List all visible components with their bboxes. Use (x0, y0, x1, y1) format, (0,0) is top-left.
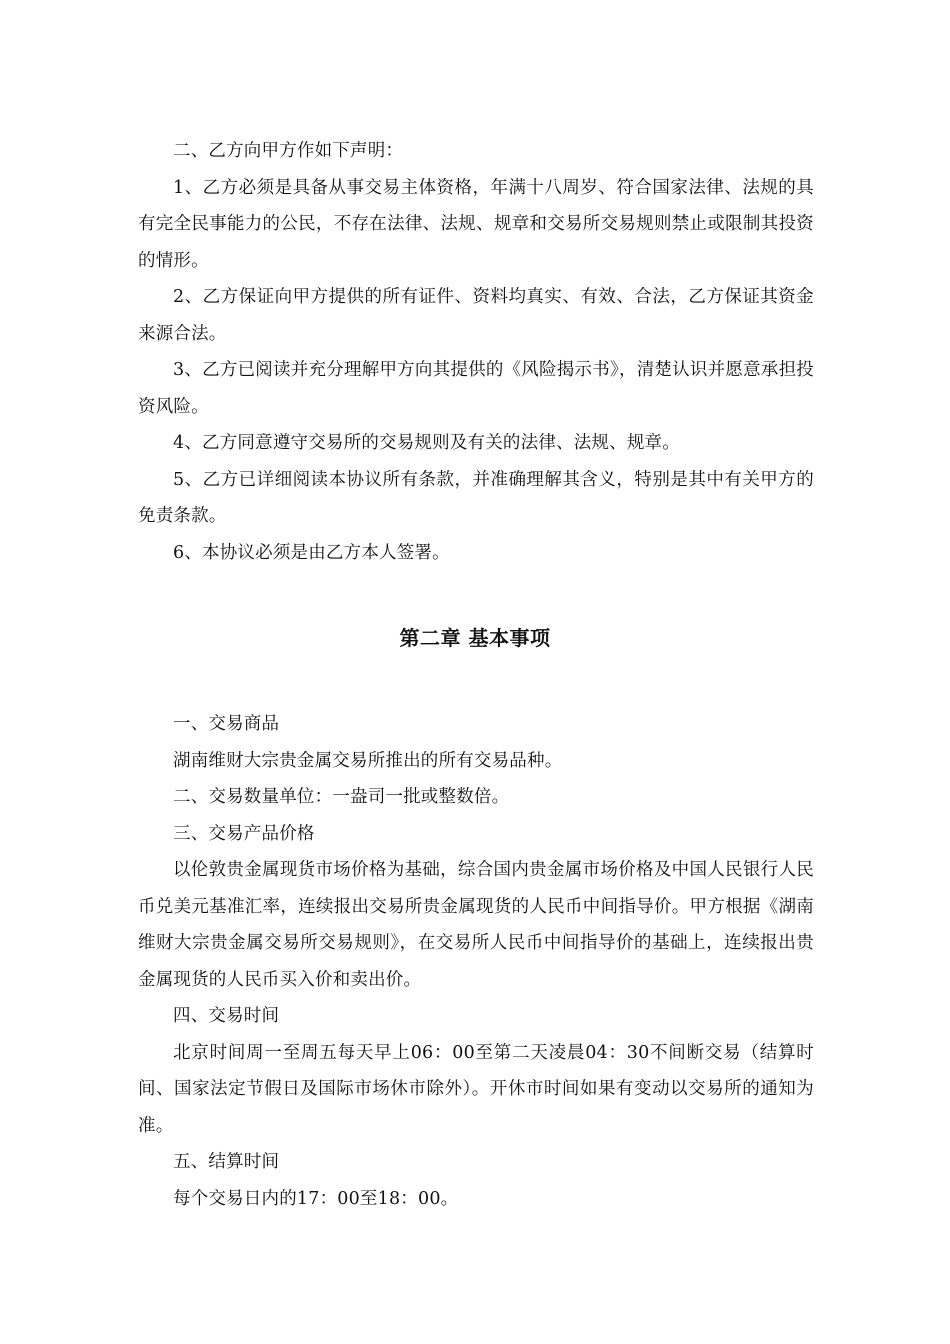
paragraph: 北京时间周一至周五每天早上06：00至第二天凌晨04：30不间断交易（结算时间、国家法定节假日及国际市场休市除外）。开休市时间如果有变动以交易所的通知为准。 (138, 1042, 814, 1136)
paragraph: 每个交易日内的17：00至18：00。 (173, 1188, 459, 1209)
declaration-item: 3、乙方已阅读并充分理解甲方向其提供的《风险揭示书》，清楚认识并愿意承担投资风险。 (138, 360, 814, 417)
section-heading: 二、乙方向甲方作如下声明： (173, 141, 404, 161)
subsection-heading: 四、交易时间 (173, 1006, 280, 1026)
declaration-item: 4、乙方同意遵守交易所的交易规则及有关的法律、法规、规章。 (173, 433, 680, 453)
declaration-section (138, 133, 814, 571)
declaration-item: 2、乙方保证向甲方提供的所有证件、资料均真实、有效、合法，乙方保证其资金来源合法。 (138, 287, 814, 344)
declaration-item: 1、乙方必须是具备从事交易主体资格，年满十八周岁、符合国家法律、法规的具有完全民事能力的公民，不存在法律、法规、规章和交易所交易规则禁止或限制其投资的情形。 (138, 177, 814, 271)
paragraph: 以伦敦贵金属现货市场价格为基础，综合国内贵金属市场价格及中国人民银行人民币兑美元基准汇率，连续报出交易所贵金属现货的人民币中间指导价。甲方根据《湖南维财大宗贵金属交易所交易规则》，在交易所人民币中间指导价的基础上，连续报出贵金属现货的人民币买入价和卖出价。 (138, 860, 814, 990)
chapter-title: 第二章 基本事项 (399, 626, 551, 650)
subsection-heading: 一、交易商品 (173, 714, 280, 734)
basic-matters-section (138, 706, 814, 1217)
declaration-item: 5、乙方已详细阅读本协议所有条款，并准确理解其含义，特别是其中有关甲方的免责条款。 (138, 469, 814, 526)
subsection-heading: 二、交易数量单位：一盎司一批或整数倍。 (173, 787, 510, 807)
paragraph: 湖南维财大宗贵金属交易所推出的所有交易品种。 (173, 750, 563, 771)
subsection-heading: 三、交易产品价格 (173, 823, 315, 844)
subsection-heading: 五、结算时间 (173, 1152, 280, 1172)
declaration-item: 6、本协议必须是由乙方本人签署。 (173, 542, 450, 563)
